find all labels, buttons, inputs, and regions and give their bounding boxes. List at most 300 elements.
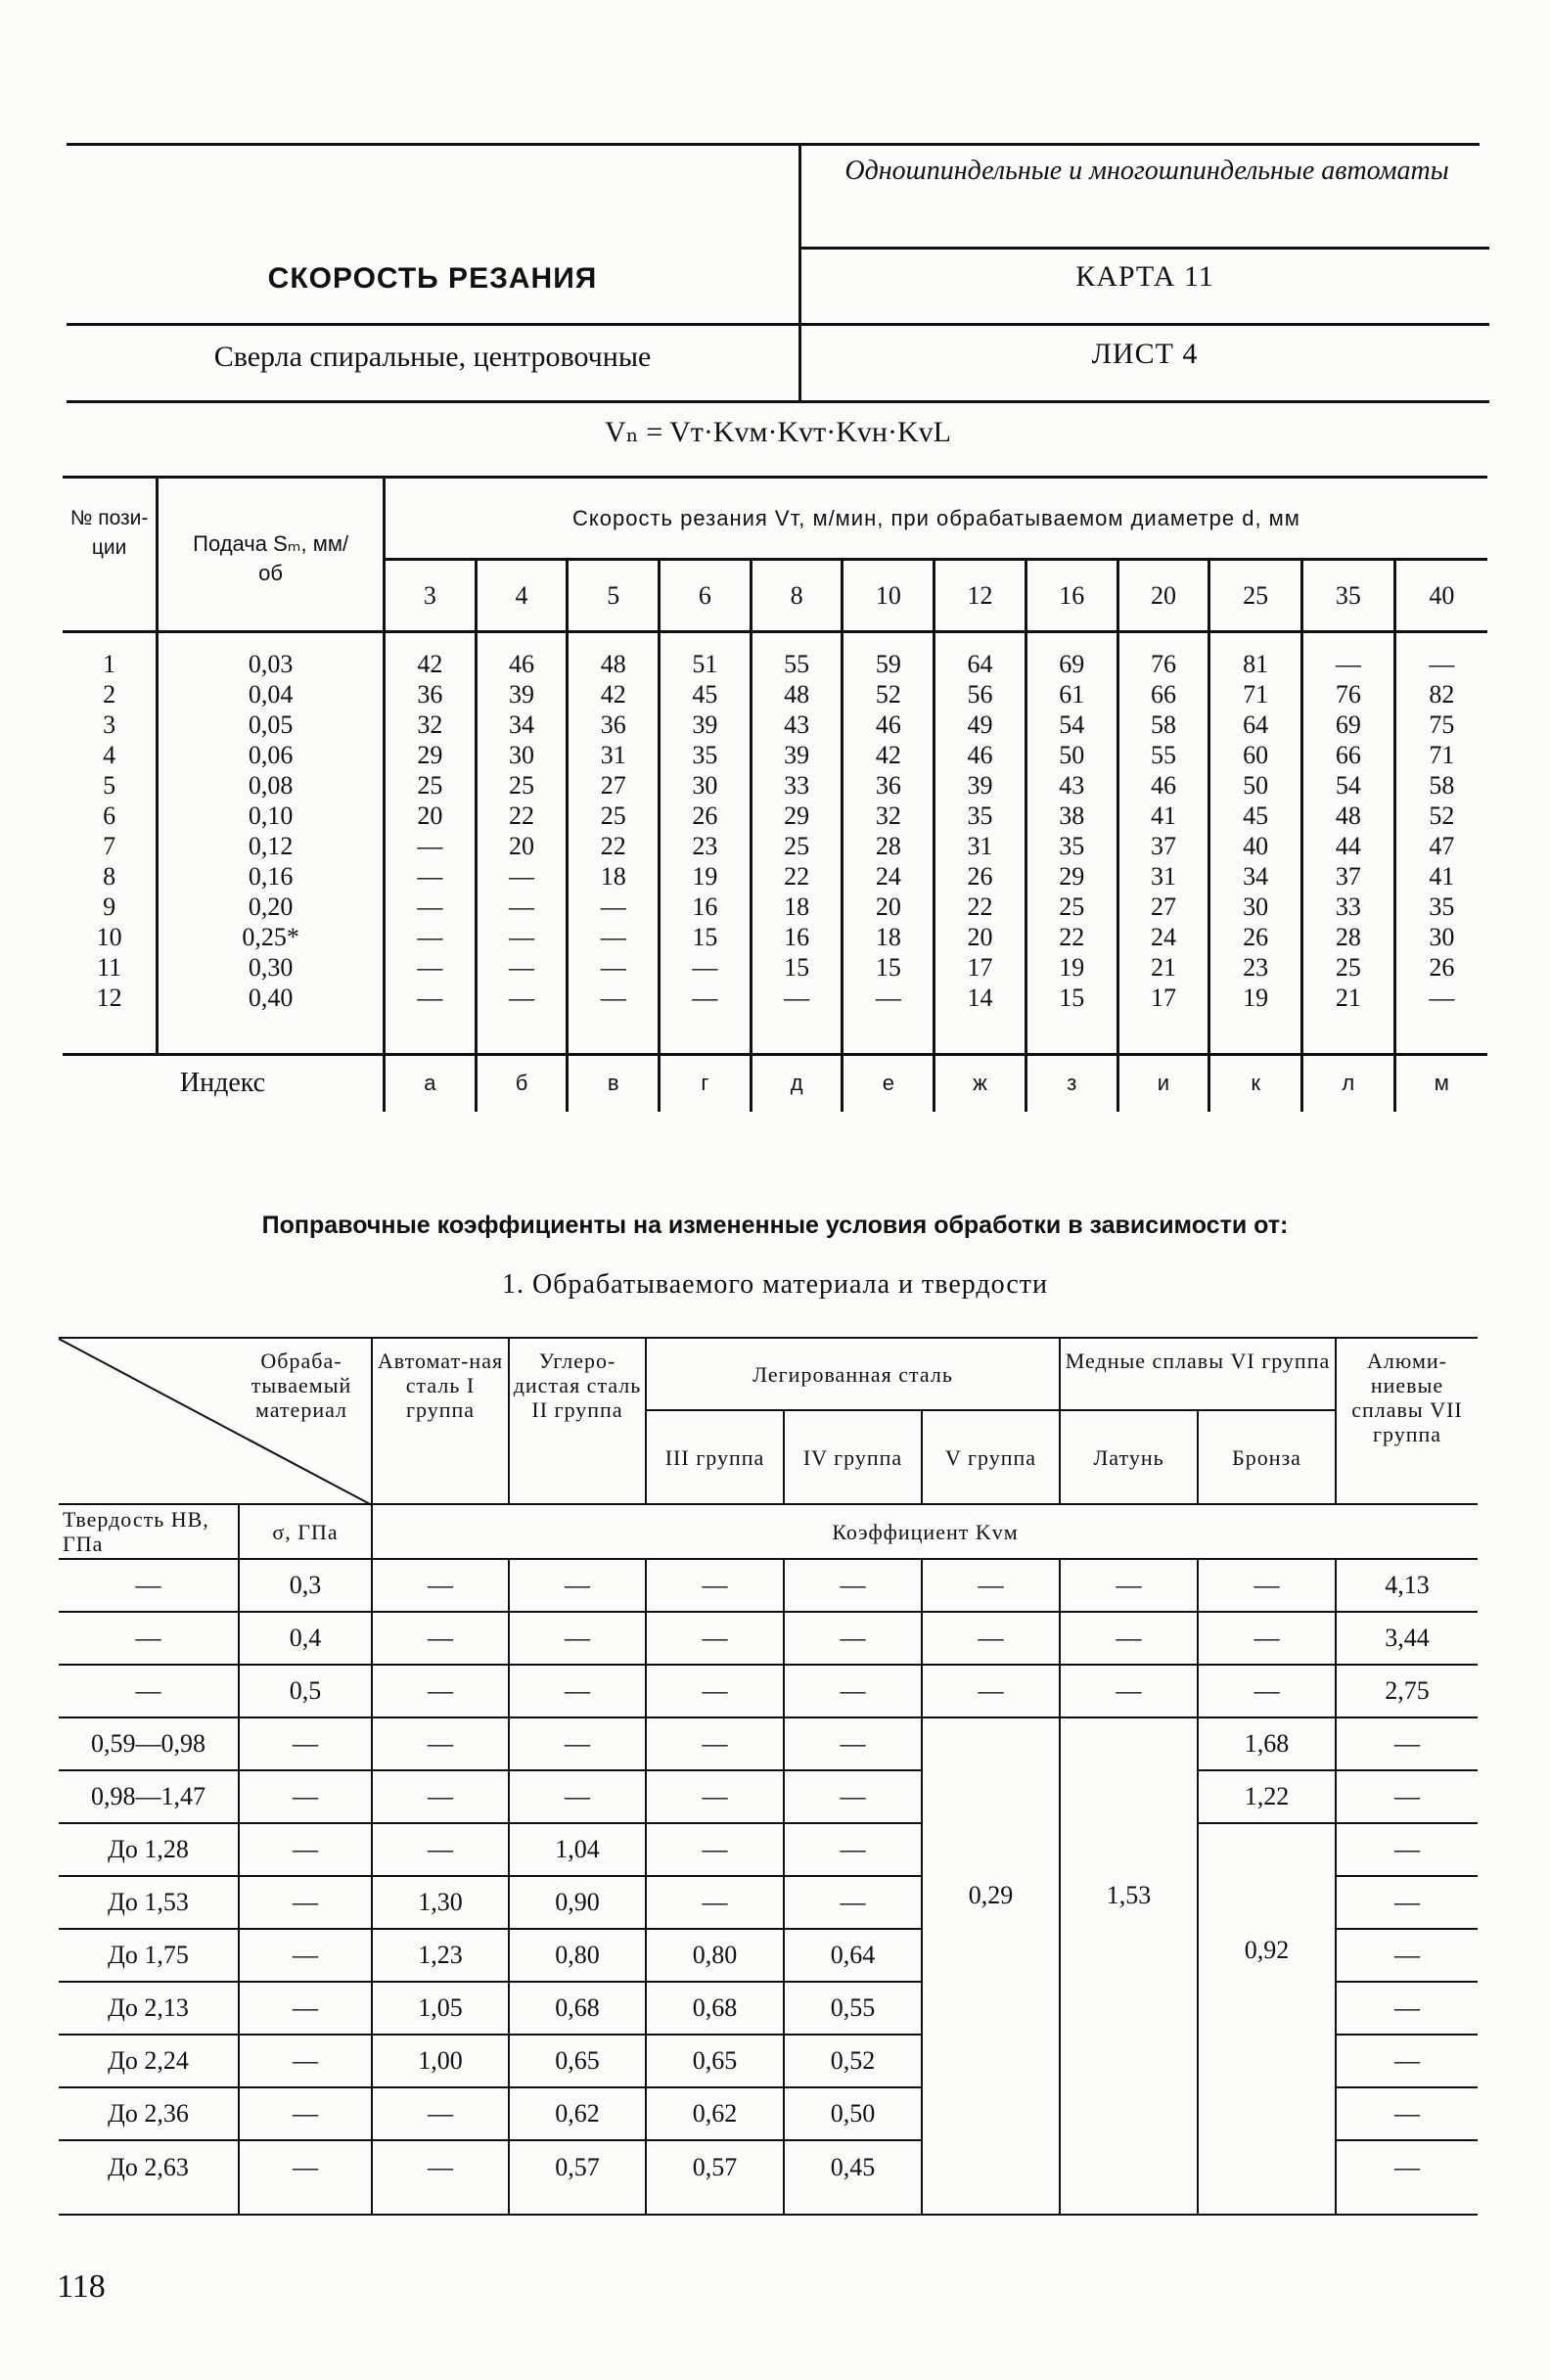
- table-cell: 66: [1335, 741, 1361, 769]
- table-cell: 17: [967, 953, 993, 982]
- g4-cell: 0,55: [784, 1982, 922, 2035]
- table-row: [59, 1770, 1478, 1823]
- alum-cell: —: [1336, 2087, 1478, 2140]
- alum-cell: —: [1336, 1823, 1478, 1876]
- table-cell: 76: [1150, 650, 1176, 678]
- index-cell: л: [1302, 1055, 1395, 1112]
- g3-cell: —: [646, 1612, 784, 1665]
- auto-cell: —: [372, 1770, 509, 1823]
- table-cell: 35: [1059, 832, 1085, 860]
- table-cell: —: [784, 984, 810, 1012]
- table-cell: 10: [96, 923, 122, 951]
- carbon-cell: 0,65: [509, 2035, 646, 2087]
- table-cell: —: [875, 984, 901, 1012]
- index-cell: з: [1026, 1055, 1117, 1112]
- g4-cell: 0,50: [784, 2087, 922, 2140]
- table-cell: 42: [417, 650, 443, 678]
- table-cell: 60: [1243, 741, 1269, 769]
- auto-cell: —: [372, 2140, 509, 2215]
- speed-column: [1210, 649, 1300, 1013]
- table-cell: 40: [1243, 832, 1269, 860]
- bronze-cell: —: [1198, 1665, 1336, 1717]
- g4-cell: 0,45: [784, 2140, 922, 2215]
- table-cell: 34: [509, 710, 535, 739]
- table-cell: —: [509, 892, 535, 921]
- table-cell: 1: [103, 650, 116, 678]
- hardness-cell: 0,59—0,98: [59, 1717, 239, 1770]
- table-cell: —: [1335, 650, 1361, 678]
- g4-cell: 0,52: [784, 2035, 922, 2087]
- auto-cell: 1,05: [372, 1982, 509, 2035]
- table-cell: —: [692, 953, 718, 982]
- table-cell: 42: [875, 741, 901, 769]
- table-cell: 51: [692, 650, 718, 678]
- table-cell: 2: [103, 680, 116, 709]
- table-cell: 46: [509, 650, 535, 678]
- g5-cell: —: [922, 1612, 1060, 1665]
- g3-cell: 0,68: [646, 1982, 784, 2035]
- table-cell: 48: [600, 650, 626, 678]
- table-cell: 26: [692, 801, 718, 830]
- table-cell: 3: [103, 710, 116, 739]
- table-cell: 0,05: [248, 710, 294, 739]
- table-cell: 22: [967, 892, 993, 921]
- speed-column: [935, 649, 1025, 1013]
- table-cell: 30: [1429, 923, 1455, 951]
- g3-cell: —: [646, 1559, 784, 1612]
- diameter-cell: 8: [751, 560, 843, 632]
- diagonal-header-top: [59, 1338, 372, 1504]
- speed-header: Скорость резания Vт, м/мин, при обрабатываемом диаметре d, мм: [384, 478, 1487, 560]
- table-cell: 22: [600, 832, 626, 860]
- table-cell: 19: [692, 862, 718, 891]
- table-cell: 41: [1429, 862, 1455, 891]
- page-number: 118: [57, 2268, 106, 2305]
- table-cell: 6: [103, 801, 116, 830]
- table-cell: 0,10: [248, 801, 294, 830]
- diameter-cell: 3: [384, 560, 476, 632]
- table-cell: 31: [600, 741, 626, 769]
- table-cell: 26: [967, 862, 993, 891]
- table-cell: 29: [1059, 862, 1085, 891]
- hardness-cell: 0,98—1,47: [59, 1770, 239, 1823]
- speed-column: [1027, 649, 1117, 1013]
- diameter-cell: 20: [1117, 560, 1209, 632]
- header-hardness: Твердость НВ, ГПа: [59, 1504, 239, 1559]
- g4-cell: —: [784, 1823, 922, 1876]
- table-cell: 46: [967, 741, 993, 769]
- table-cell: —: [600, 923, 626, 951]
- table-cell: 35: [692, 741, 718, 769]
- sigma-cell: —: [239, 2140, 372, 2215]
- alum-cell: —: [1336, 1876, 1478, 1929]
- table-cell: 26: [1429, 953, 1455, 982]
- speed-column: [569, 649, 658, 1013]
- formula: Vₙ = Vт·Kvм·Kvт·Kvн·KvL: [605, 416, 951, 448]
- table-cell: 39: [967, 771, 993, 800]
- table-cell: 64: [967, 650, 993, 678]
- g4-cell: —: [784, 1717, 922, 1770]
- table-cell: 16: [784, 923, 810, 951]
- table-cell: 50: [1059, 741, 1085, 769]
- table-cell: 52: [1429, 801, 1455, 830]
- diameter-cell: 10: [843, 560, 935, 632]
- index-row: [63, 1055, 1487, 1112]
- table-cell: 30: [509, 741, 535, 769]
- table-cell: 18: [600, 862, 626, 891]
- g3-cell: 0,57: [646, 2140, 784, 2215]
- card-number: КАРТА 11: [1075, 260, 1214, 293]
- table-cell: 20: [509, 832, 535, 860]
- diameter-cell: 5: [568, 560, 660, 632]
- table-cell: 27: [600, 771, 626, 800]
- table-cell: 0,20: [248, 892, 294, 921]
- table-cell: 25: [1335, 953, 1361, 982]
- table-cell: 25: [417, 771, 443, 800]
- table-row: [59, 1823, 1478, 1876]
- header-carbon-steel: Углеро-дистая сталь II группа: [509, 1338, 646, 1504]
- auto-cell: —: [372, 1612, 509, 1665]
- g4-cell: —: [784, 1770, 922, 1823]
- speed-table: [63, 476, 1487, 1112]
- sigma-cell: 0,5: [239, 1665, 372, 1717]
- table-cell: 18: [875, 923, 901, 951]
- table-cell: 75: [1429, 710, 1455, 739]
- table-cell: —: [600, 984, 626, 1012]
- table-cell: 81: [1243, 650, 1269, 678]
- index-cell: м: [1394, 1055, 1487, 1112]
- table-cell: 46: [875, 710, 901, 739]
- table-cell: 42: [600, 680, 626, 709]
- alum-cell: —: [1336, 1982, 1478, 2035]
- sigma-cell: —: [239, 1717, 372, 1770]
- bronze-cell: —: [1198, 1559, 1336, 1612]
- bronze-cell: 1,68: [1198, 1717, 1336, 1770]
- carbon-cell: 1,04: [509, 1823, 646, 1876]
- table-cell: 38: [1059, 801, 1085, 830]
- table-row: [59, 1559, 1478, 1612]
- table-cell: 76: [1335, 680, 1361, 709]
- table-cell: 66: [1150, 680, 1176, 709]
- bronze-merged-cell: 0,92: [1198, 1823, 1336, 2215]
- diameter-cell: 40: [1394, 560, 1487, 632]
- table-cell: —: [509, 953, 535, 982]
- table-cell: 22: [509, 801, 535, 830]
- table-row: [59, 1717, 1478, 1770]
- carbon-cell: —: [509, 1612, 646, 1665]
- sigma-cell: 0,4: [239, 1612, 372, 1665]
- carbon-cell: 0,68: [509, 1982, 646, 2035]
- hardness-cell: До 2,63: [59, 2140, 239, 2215]
- table-cell: 8: [103, 862, 116, 891]
- position-column: [63, 649, 156, 1013]
- alum-cell: —: [1336, 1929, 1478, 1982]
- table-cell: 69: [1335, 710, 1361, 739]
- table-cell: 71: [1243, 680, 1269, 709]
- table-cell: 7: [103, 832, 116, 860]
- auto-cell: —: [372, 1717, 509, 1770]
- table-cell: 0,12: [248, 832, 294, 860]
- table-cell: 22: [784, 862, 810, 891]
- table-cell: 23: [692, 832, 718, 860]
- table-cell: 64: [1243, 710, 1269, 739]
- g5-cell: —: [922, 1665, 1060, 1717]
- table-cell: 36: [417, 680, 443, 709]
- table-cell: —: [509, 862, 535, 891]
- table-cell: 39: [784, 741, 810, 769]
- g3-cell: —: [646, 1876, 784, 1929]
- table-cell: 24: [875, 862, 901, 891]
- table-cell: 34: [1243, 862, 1269, 891]
- table-cell: —: [417, 984, 443, 1012]
- table-cell: 25: [600, 801, 626, 830]
- carbon-cell: —: [509, 1717, 646, 1770]
- table-cell: 0,04: [248, 680, 294, 709]
- table-cell: 33: [1335, 892, 1361, 921]
- hardness-cell: До 2,13: [59, 1982, 239, 2035]
- hardness-cell: До 1,28: [59, 1823, 239, 1876]
- table-cell: 61: [1059, 680, 1085, 709]
- table-cell: 36: [875, 771, 901, 800]
- table-cell: 21: [1335, 984, 1361, 1012]
- carbon-cell: 0,90: [509, 1876, 646, 1929]
- table-cell: 0,30: [248, 953, 294, 982]
- speed-column: [386, 649, 475, 1013]
- table-cell: 30: [1243, 892, 1269, 921]
- g5-cell: —: [922, 1559, 1060, 1612]
- header-bronze: Бронза: [1198, 1410, 1336, 1504]
- alum-cell: 2,75: [1336, 1665, 1478, 1717]
- hardness-cell: —: [59, 1665, 239, 1717]
- table-cell: 23: [1243, 953, 1269, 982]
- speed-column: [1396, 649, 1487, 1013]
- table-cell: 36: [600, 710, 626, 739]
- corrections-table: [59, 1337, 1478, 2216]
- table-cell: —: [600, 892, 626, 921]
- table-cell: —: [1429, 984, 1455, 1012]
- g4-cell: —: [784, 1612, 922, 1665]
- index-label: Индекс: [179, 1068, 266, 1099]
- table-cell: 35: [967, 801, 993, 830]
- auto-cell: 1,00: [372, 2035, 509, 2087]
- table-cell: 26: [1243, 923, 1269, 951]
- g4-cell: —: [784, 1559, 922, 1612]
- table-cell: 14: [967, 984, 993, 1012]
- speed-column: [752, 649, 842, 1013]
- hardness-cell: До 1,75: [59, 1929, 239, 1982]
- carbon-cell: 0,57: [509, 2140, 646, 2215]
- table-cell: 59: [875, 650, 901, 678]
- table-cell: —: [692, 984, 718, 1012]
- table-cell: 52: [875, 680, 901, 709]
- table-cell: 28: [1335, 923, 1361, 951]
- bronze-cell: —: [1198, 1612, 1336, 1665]
- table-cell: 22: [1059, 923, 1085, 951]
- hardness-cell: До 2,24: [59, 2035, 239, 2087]
- table-cell: —: [417, 892, 443, 921]
- table-cell: 69: [1059, 650, 1085, 678]
- table-cell: 32: [417, 710, 443, 739]
- index-cell: д: [751, 1055, 843, 1112]
- auto-cell: —: [372, 1559, 509, 1612]
- diameter-cell: 12: [935, 560, 1026, 632]
- header-brass: Латунь: [1060, 1410, 1198, 1504]
- carbon-cell: 0,62: [509, 2087, 646, 2140]
- diameter-cell: 16: [1026, 560, 1117, 632]
- table-cell: 0,40: [248, 984, 294, 1012]
- g4-cell: —: [784, 1876, 922, 1929]
- g4-cell: —: [784, 1665, 922, 1717]
- brass-cell: —: [1060, 1665, 1198, 1717]
- table-cell: 19: [1243, 984, 1269, 1012]
- diameter-cell: 4: [476, 560, 568, 632]
- table-cell: 0,25*: [242, 923, 299, 951]
- table-cell: —: [600, 953, 626, 982]
- header-group-5: V группа: [922, 1410, 1060, 1504]
- diameter-cell: 35: [1302, 560, 1395, 632]
- table-cell: 12: [96, 984, 122, 1012]
- sigma-cell: —: [239, 1982, 372, 2035]
- table-cell: 4: [103, 741, 116, 769]
- table-cell: 35: [1429, 892, 1455, 921]
- g3-cell: —: [646, 1823, 784, 1876]
- index-cell: в: [568, 1055, 660, 1112]
- brass-cell: —: [1060, 1559, 1198, 1612]
- table-cell: 55: [1150, 741, 1176, 769]
- speed-column: [1119, 649, 1208, 1013]
- table-cell: 56: [967, 680, 993, 709]
- table-cell: 46: [1150, 771, 1176, 800]
- index-cell: е: [843, 1055, 935, 1112]
- index-cell: а: [384, 1055, 476, 1112]
- sigma-cell: —: [239, 1823, 372, 1876]
- header-group-4: IV группа: [784, 1410, 922, 1504]
- table-cell: 45: [1243, 801, 1269, 830]
- hardness-cell: До 1,53: [59, 1876, 239, 1929]
- table-cell: 31: [1150, 862, 1176, 891]
- table-cell: 32: [875, 801, 901, 830]
- table-cell: 54: [1335, 771, 1361, 800]
- page-title: СКОРОСТЬ РЕЗАНИЯ: [267, 262, 598, 295]
- col-position-header: № пози-ции: [63, 478, 158, 632]
- table-cell: 49: [967, 710, 993, 739]
- alum-cell: —: [1336, 2140, 1478, 2215]
- sigma-cell: —: [239, 1770, 372, 1823]
- table-cell: 54: [1059, 710, 1085, 739]
- carbon-cell: 0,80: [509, 1929, 646, 1982]
- table-cell: 0,16: [248, 862, 294, 891]
- alum-cell: —: [1336, 2035, 1478, 2087]
- table-row: [59, 1665, 1478, 1717]
- table-cell: 82: [1429, 680, 1455, 709]
- tool-type: Сверла спиральные, центровочные: [213, 341, 652, 373]
- corrections-title: Поправочные коэффициенты на измененные условия обработки в зависимости от:: [261, 1212, 1289, 1239]
- alum-cell: 4,13: [1336, 1559, 1478, 1612]
- table-cell: 11: [97, 953, 122, 982]
- corrections-subtitle: 1. Обрабатываемого материала и твердости: [502, 1269, 1048, 1300]
- carbon-cell: —: [509, 1770, 646, 1823]
- table-cell: 33: [784, 771, 810, 800]
- table-cell: 55: [784, 650, 810, 678]
- table-cell: 50: [1243, 771, 1269, 800]
- header-aluminium: Алюми-ниевые сплавы VII группа: [1336, 1338, 1478, 1504]
- g5-merged-cell: 0,29: [922, 1717, 1060, 2215]
- sigma-cell: 0,3: [239, 1559, 372, 1612]
- table-cell: 58: [1150, 710, 1176, 739]
- table-cell: 0,08: [248, 771, 294, 800]
- table-cell: 15: [1059, 984, 1085, 1012]
- sheet-number: ЛИСТ 4: [1091, 338, 1199, 370]
- index-cell: г: [660, 1055, 752, 1112]
- table-cell: 24: [1150, 923, 1176, 951]
- table-cell: 58: [1429, 771, 1455, 800]
- g3-cell: —: [646, 1717, 784, 1770]
- table-cell: 37: [1335, 862, 1361, 891]
- index-cell: к: [1209, 1055, 1302, 1112]
- table-cell: 15: [692, 923, 718, 951]
- header-sigma: σ, ГПа: [239, 1504, 372, 1559]
- table-cell: 25: [509, 771, 535, 800]
- table-row: [59, 1612, 1478, 1665]
- machine-type: Одношпиндельные и многошпиндельные автоматы: [844, 156, 1449, 186]
- alum-cell: —: [1336, 1770, 1478, 1823]
- table-cell: —: [417, 923, 443, 951]
- diameter-cell: 6: [660, 560, 752, 632]
- table-cell: 43: [1059, 771, 1085, 800]
- table-cell: 21: [1150, 953, 1176, 982]
- table-cell: 31: [967, 832, 993, 860]
- auto-cell: —: [372, 1665, 509, 1717]
- table-cell: 9: [103, 892, 116, 921]
- hardness-cell: —: [59, 1559, 239, 1612]
- table-cell: 15: [875, 953, 901, 982]
- table-cell: 18: [784, 892, 810, 921]
- speed-column: [661, 649, 750, 1013]
- table-cell: 37: [1150, 832, 1176, 860]
- carbon-cell: —: [509, 1559, 646, 1612]
- hardness-cell: —: [59, 1612, 239, 1665]
- table-cell: 47: [1429, 832, 1455, 860]
- table-cell: 43: [784, 710, 810, 739]
- table-cell: 39: [692, 710, 718, 739]
- g3-cell: —: [646, 1665, 784, 1717]
- table-cell: —: [417, 862, 443, 891]
- alum-cell: —: [1336, 1717, 1478, 1770]
- g4-cell: 0,64: [784, 1929, 922, 1982]
- table-cell: 20: [417, 801, 443, 830]
- table-cell: 17: [1150, 984, 1176, 1012]
- table-cell: 25: [1059, 892, 1085, 921]
- data-rows: [63, 632, 1487, 1055]
- table-cell: 29: [417, 741, 443, 769]
- table-cell: 20: [875, 892, 901, 921]
- table-cell: 19: [1059, 953, 1085, 982]
- col-feed-header: Подача Sₘ, мм/об: [158, 478, 385, 632]
- table-cell: 30: [692, 771, 718, 800]
- table-cell: —: [417, 953, 443, 982]
- auto-cell: 1,23: [372, 1929, 509, 1982]
- auto-cell: —: [372, 2087, 509, 2140]
- table-cell: 0,03: [248, 650, 294, 678]
- index-cell: ж: [935, 1055, 1026, 1112]
- header-material: Обраба-тываемый материал: [251, 1349, 352, 1422]
- table-cell: —: [1429, 650, 1455, 678]
- table-cell: 48: [1335, 801, 1361, 830]
- speed-column: [478, 649, 567, 1013]
- bronze-cell: 1,22: [1198, 1770, 1336, 1823]
- speed-column: [1303, 649, 1393, 1013]
- table-cell: 0,06: [248, 741, 294, 769]
